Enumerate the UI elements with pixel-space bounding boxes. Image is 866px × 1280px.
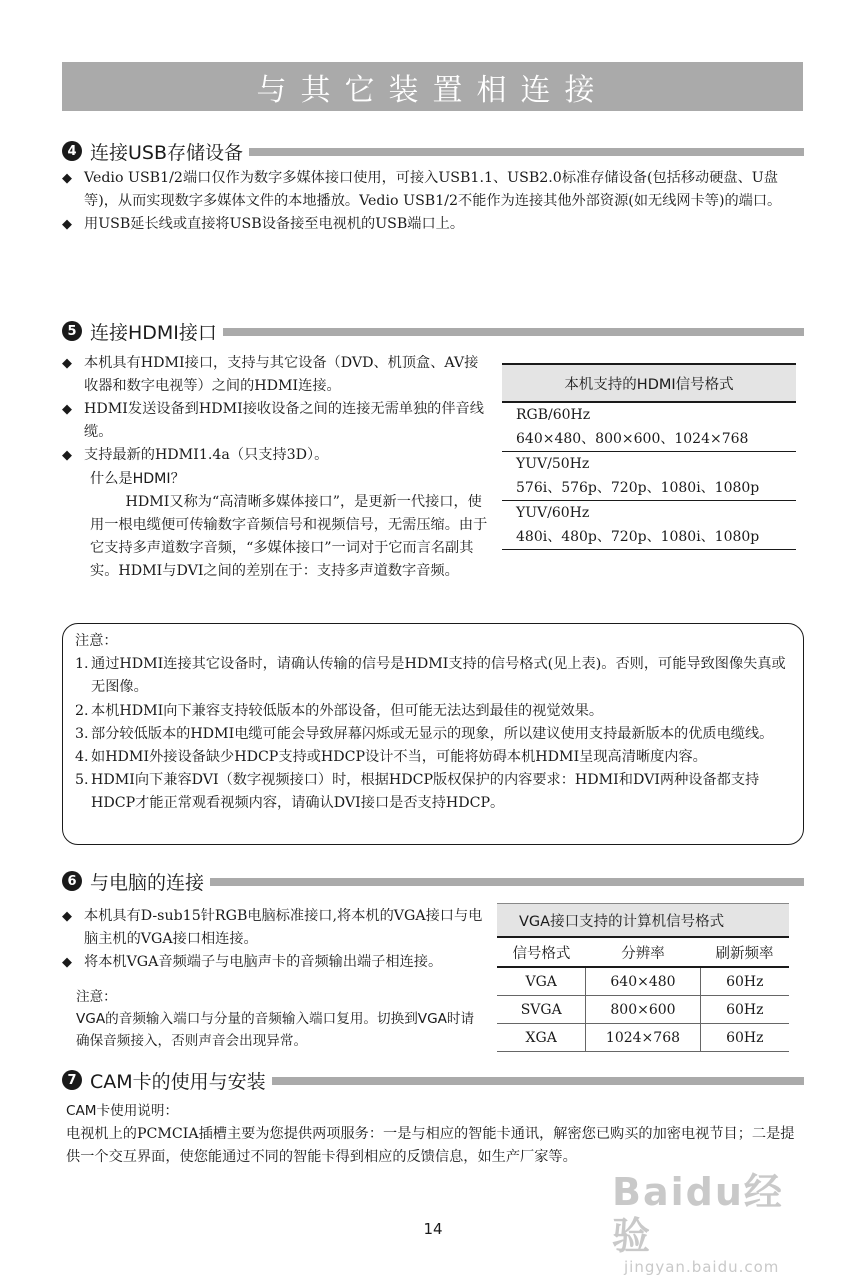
bullet-item: ◆ HDMI发送设备到HDMI接收设备之间的连接无需单独的伴音线缆。 xyxy=(62,398,490,444)
section-number-badge: 6 xyxy=(62,871,82,891)
diamond-bullet-icon: ◆ xyxy=(62,402,72,417)
bullet-item: ◆ 本机具有HDMI接口，支持与其它设备（DVD、机顶盒、AV接收器和数字电视等）之间的HDMI连接。 xyxy=(62,352,490,398)
what-is-hdmi-heading: 什么是HDMI？ xyxy=(90,471,185,487)
bullet-item: ◆ 用USB延长线或直接将USB设备接至电视机的USB端口上。 xyxy=(62,213,802,236)
section-title-cam: CAM卡的使用与安装 xyxy=(90,1070,266,1093)
bullet-item: ◆ 将本机VGA音频端子与电脑声卡的音频输出端子相连接。 xyxy=(62,951,492,974)
what-is-hdmi-body: HDMI又称为“高清晰多媒体接口”，是更新一代接口，使用一根电缆便可传输数字音频信号和视频信号，无需压缩。由于它支持多声道数字音频，“多媒体接口”一词对于它而言名副其实。HDMI与DVI之间的差别在于：支持多声道数字音频。 xyxy=(90,494,488,579)
pc-note-label: 注意： xyxy=(76,989,117,1005)
hdmi-notice-box xyxy=(62,623,804,845)
notice-item: 4. 如HDMI外接设备缺少HDCP支持或HDCP设计不当，可能将妨碍本机HDMI呈现高清晰度内容。 xyxy=(75,749,707,766)
diamond-bullet-icon: ◆ xyxy=(62,909,72,924)
usb-bullets xyxy=(62,167,802,236)
table-caption: VGA接口支持的计算机信号格式 xyxy=(497,904,789,938)
watermark-brand: Baidu经验 xyxy=(612,1170,784,1258)
section-number-badge: 5 xyxy=(62,321,82,341)
table-cell-mode: YUV/50Hz xyxy=(516,456,590,472)
section-title-usb: 连接USB存储设备 xyxy=(90,141,244,164)
pc-bullets xyxy=(62,905,492,974)
diamond-bullet-icon: ◆ xyxy=(62,356,72,371)
baidu-watermark xyxy=(612,1170,818,1276)
section-header-cam xyxy=(62,1067,804,1093)
notice-label: 注意： xyxy=(75,633,118,649)
cam-content xyxy=(66,1100,806,1169)
table-cell-formats: 480i、480p、720p、1080i、1080p xyxy=(502,525,796,550)
hdmi-bullets xyxy=(62,352,490,583)
diamond-bullet-icon: ◆ xyxy=(62,955,72,970)
cam-body: 电视机上的PCMCIA插槽主要为您提供两项服务：一是与相应的智能卡通讯，解密您已购买的加密电视节目；二是提供一个交互界面，使您能通过不同的智能卡得到相应的反馈信息，如生产厂家等。 xyxy=(66,1126,795,1165)
section-title-pc: 与电脑的连接 xyxy=(90,871,205,894)
hdmi-format-table xyxy=(502,363,796,550)
section-rule xyxy=(249,148,804,156)
page-title: 与其它装置相连接 xyxy=(62,62,803,111)
diamond-bullet-icon: ◆ xyxy=(62,171,72,186)
table-cell-formats: 640×480、800×600、1024×768 xyxy=(502,427,796,452)
table-caption: 本机支持的HDMI信号格式 xyxy=(502,364,796,402)
section-header-usb xyxy=(62,138,804,164)
notice-item: 2. 本机HDMI向下兼容支持较低版本的外部设备，但可能无法达到最佳的视觉效果。 xyxy=(75,702,604,719)
table-row: VGA 640×480 60Hz xyxy=(497,967,789,996)
notice-item: 5. HDMI向下兼容DVI（数字视频接口）时，根据HDCP版权保护的内容要求：HDMI和DVI两种设备都支持HDCP才能正常观看视频内容，请确认DVI接口是否支持HDCP。 xyxy=(75,772,760,812)
page-number: 14 xyxy=(423,1220,443,1238)
table-cell-mode: YUV/60Hz xyxy=(516,505,590,521)
section-header-hdmi xyxy=(62,318,804,344)
cam-subtitle: CAM卡使用说明： xyxy=(66,1103,179,1119)
table-row: XGA 1024×768 60Hz xyxy=(497,1024,789,1052)
bullet-item: ◆ 支持最新的HDMI1.4a（只支持3D）。 xyxy=(62,444,490,467)
table-header: 分辨率 xyxy=(586,937,700,967)
pc-note xyxy=(76,986,476,1052)
section-title-hdmi: 连接HDMI接口 xyxy=(90,321,217,344)
section-rule xyxy=(223,328,804,336)
section-header-pc xyxy=(62,868,804,894)
bullet-item: ◆ Vedio USB1/2端口仅作为数字多媒体接口使用，可接入USB1.1、USB2.0标准存储设备(包括移动硬盘、U盘等)，从而实现数字多媒体文件的本地播放。Vedio USB1/2不能作为连接其他外部资源(如无线网卡等)的端口。 xyxy=(62,167,802,213)
table-row: SVGA 800×600 60Hz xyxy=(497,996,789,1024)
pc-note-text: VGA的音频输入端口与分量的音频输入端口复用。切换到VGA时请确保音频接入，否则声音会出现异常。 xyxy=(76,1011,475,1049)
vga-format-table xyxy=(497,903,789,1052)
section-rule xyxy=(272,1077,804,1085)
table-cell-formats: 576i、576p、720p、1080i、1080p xyxy=(502,476,796,501)
table-header: 刷新频率 xyxy=(700,937,789,967)
notice-item: 3. 部分较低版本的HDMI电缆可能会导致屏幕闪烁或无显示的现象，所以建议使用支持最新版本的优质电缆线。 xyxy=(75,725,774,742)
section-number-badge: 4 xyxy=(62,141,82,161)
notice-item: 1. 通过HDMI连接其它设备时，请确认传输的信号是HDMI支持的信号格式(见上表)。否则，可能导致图像失真或无图像。 xyxy=(75,656,786,696)
diamond-bullet-icon: ◆ xyxy=(62,448,72,463)
section-rule xyxy=(210,878,804,886)
table-cell-mode: RGB/60Hz xyxy=(516,407,591,423)
section-number-badge: 7 xyxy=(62,1070,82,1090)
table-header: 信号格式 xyxy=(497,937,586,967)
diamond-bullet-icon: ◆ xyxy=(62,217,72,232)
watermark-url: jingyan.baidu.com xyxy=(624,1258,780,1276)
bullet-item: ◆ 本机具有D-sub15针RGB电脑标准接口,将本机的VGA接口与电脑主机的VGA接口相连接。 xyxy=(62,905,492,951)
